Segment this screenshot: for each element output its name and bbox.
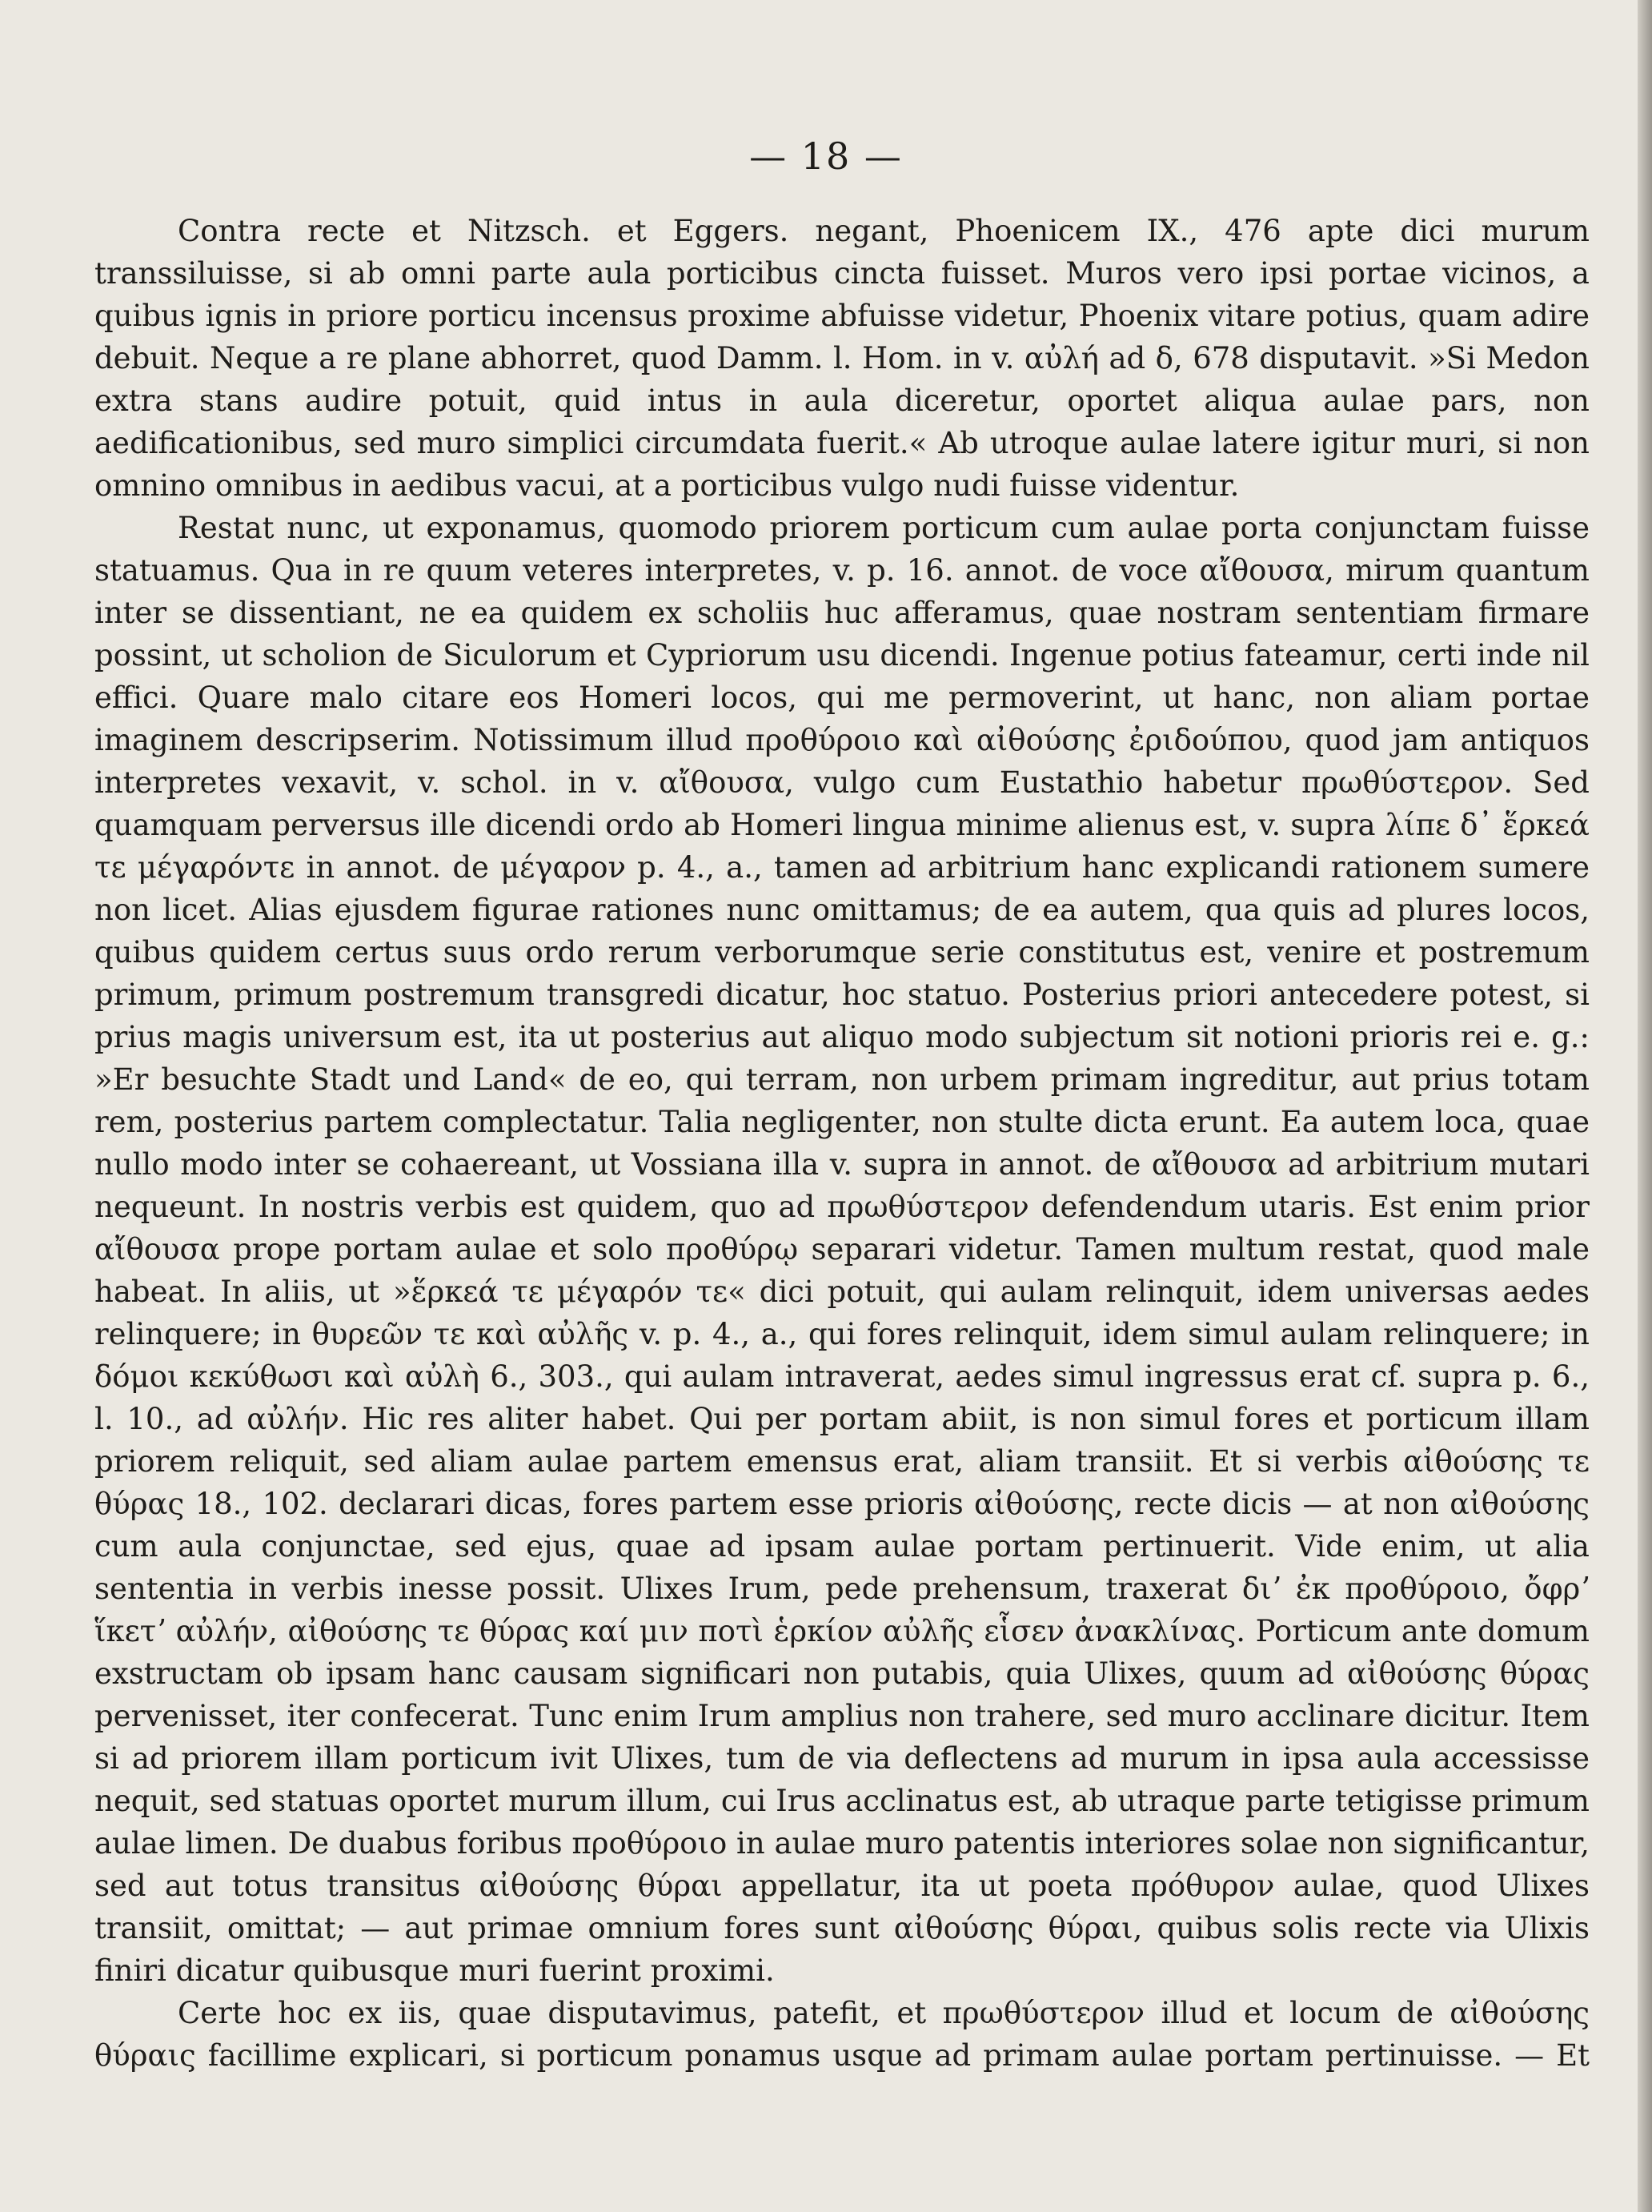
- page-number: — 18 —: [749, 134, 903, 178]
- paragraph-2: Restat nunc, ut exponamus, quomodo priorem porticum cum aulae porta conjunctam fuisse statuamus. Qua in re quum veteres interpretes, v. p. 16. annot. de voce αἴθουσα, mirum quantum inter se dissentiant, ne ea quidem ex scholiis huc afferamus, quae nostram sententiam firmare possint, ut scholion de Siculorum et Cypriorum usu dicendi. Ingenue potius fateamur, certi inde nil effici. Quare malo citare eos Homeri locos, qui me permoverint, ut hanc, non aliam portae imaginem descripserim. Notissimum illud προθύροιο καὶ αἰθούσης ἐριδούπου, quod jam antiquos interpretes vexavit, v. schol. in v. αἴθουσα, vulgo cum Eustathio habetur πρωθύστερον. Sed quamquam perversus ille dicendi ordo ab Homeri lingua minime alienus est, v. supra λίπε δ᾽ ἕρκεά τε μέγαρόντε in annot. de μέγαρον p. 4., a., tamen ad arbitrium hanc explicandi rationem sumere non licet. Alias ejusdem figurae rationes nunc omittamus; de ea autem, qua quis ad plures locos, quibus quidem certus suus ordo rerum verborumque serie constitutus est, venire et postremum primum, primum postremum transgredi dicatur, hoc statuo. Posterius priori antecedere potest, si prius magis universum est, ita ut posterius aut aliquo modo subjectum sit notioni prioris rei e. g.: »Er besuchte Stadt und Land« de eo, qui terram, non urbem primam ingreditur, aut prius totam rem, posterius partem complectatur. Talia negligenter, non stulte dicta erunt. Ea autem loca, quae nullo modo inter se cohaereant, ut Vossiana illa v. supra in annot. de αἴθουσα ad arbitrium mutari nequeunt. In nostris verbis est quidem, quo ad πρωθύστερον defendendum utaris. Est enim prior αἴθουσα prope portam aulae et solo προθύρῳ separari videtur. Tamen multum restat, quod male habeat. In aliis, ut »ἕρκεά τε μέγαρόν τε« dici potuit, qui aulam relinquit, idem universas aedes relinquere; in θυρεῶν τε καὶ αὐλῆς v. p. 4., a., qui fores relinquit, idem simul aulam relinquere; in δόμοι κεκύθωσι καὶ αὐλὴ 6., 303., qui aulam intraverat, aedes simul ingressus erat cf. supra p. 6., l. 10., ad αὐλήν. Hic res aliter habet. Qui per portam abiit, is non simul fores et porticum illam priorem reliquit, sed aliam aulae partem emensus erat, aliam transiit. Et si verbis αἰθούσης τε θύρας 18., 102. declarari dicas, fores partem esse prioris αἰθούσης, recte dicis — at non αἰθούσης cum aula conjunctae, sed ejus, quae ad ipsam aulae portam pertinuerit. Vide enim, ut alia sententia in verbis inesse possit. Ulixes Irum, pede prehensum, traxerat διʼ ἐκ προθύροιο, ὄφρʼ ἵκετʼ αὐλήν, αἰθούσης τε θύρας καί μιν ποτὶ ἑρκίον αὐλῆς εἷσεν ἀνακλίνας. Porticum ante domum exstructam ob ipsam hanc causam significari non putabis, quia Ulixes, quum ad αἰθούσης θύρας pervenisset, iter confecerat. Tunc enim Irum amplius non trahere, sed muro acclinare dicitur. Item si ad priorem illam porticum ivit Ulixes, tum de via deflectens ad murum in ipsa aula accessisse nequit, sed statuas oportet murum illum, cui Irus acclinatus est, ab utraque parte tetigisse primum aulae limen. De duabus foribus προθύροιο in aulae muro patentis interiores solae non significantur, sed aut totus transitus αἰθούσης θύραι appellatur, ita ut poeta πρόθυρον aulae, quod Ulixes transiit, omittat; — aut primae omnium fores sunt αἰθούσης θύραι, quibus solis recte via Ulixis finiri dicatur quibusque muri fuerint proximi.: [94, 511, 1590, 1988]
- page-edge: [1638, 0, 1652, 2212]
- paragraph-3: Certe hoc ex iis, quae disputavimus, patefit, et πρωθύστερον illud et locum de αἰθούσης θύραις facillime explicari, si porticum ponamus usque ad primam aulae portam pertinuisse. — Et: [94, 1996, 1590, 2073]
- body-text: [94, 210, 1590, 2077]
- paragraph-1: Contra recte et Nitzsch. et Eggers. negant, Phoenicem IX., 476 apte dici murum transsiluisse, si ab omni parte aula porticibus cincta fuisset. Muros vero ipsi portae vicinos, a quibus ignis in priore porticu incensus proxime abfuisse videtur, Phoenix vitare potius, quam adire debuit. Neque a re plane abhorret, quod Damm. l. Hom. in v. αὐλή ad δ, 678 disputavit. »Si Medon extra stans audire potuit, quid intus in aula diceretur, oportet aliqua aulae pars, non aedificationibus, sed muro simplici circumdata fuerit.« Ab utroque aulae latere igitur muri, si non omnino omnibus in aedibus vacui, at a porticibus vulgo nudi fuisse videntur.: [94, 214, 1590, 503]
